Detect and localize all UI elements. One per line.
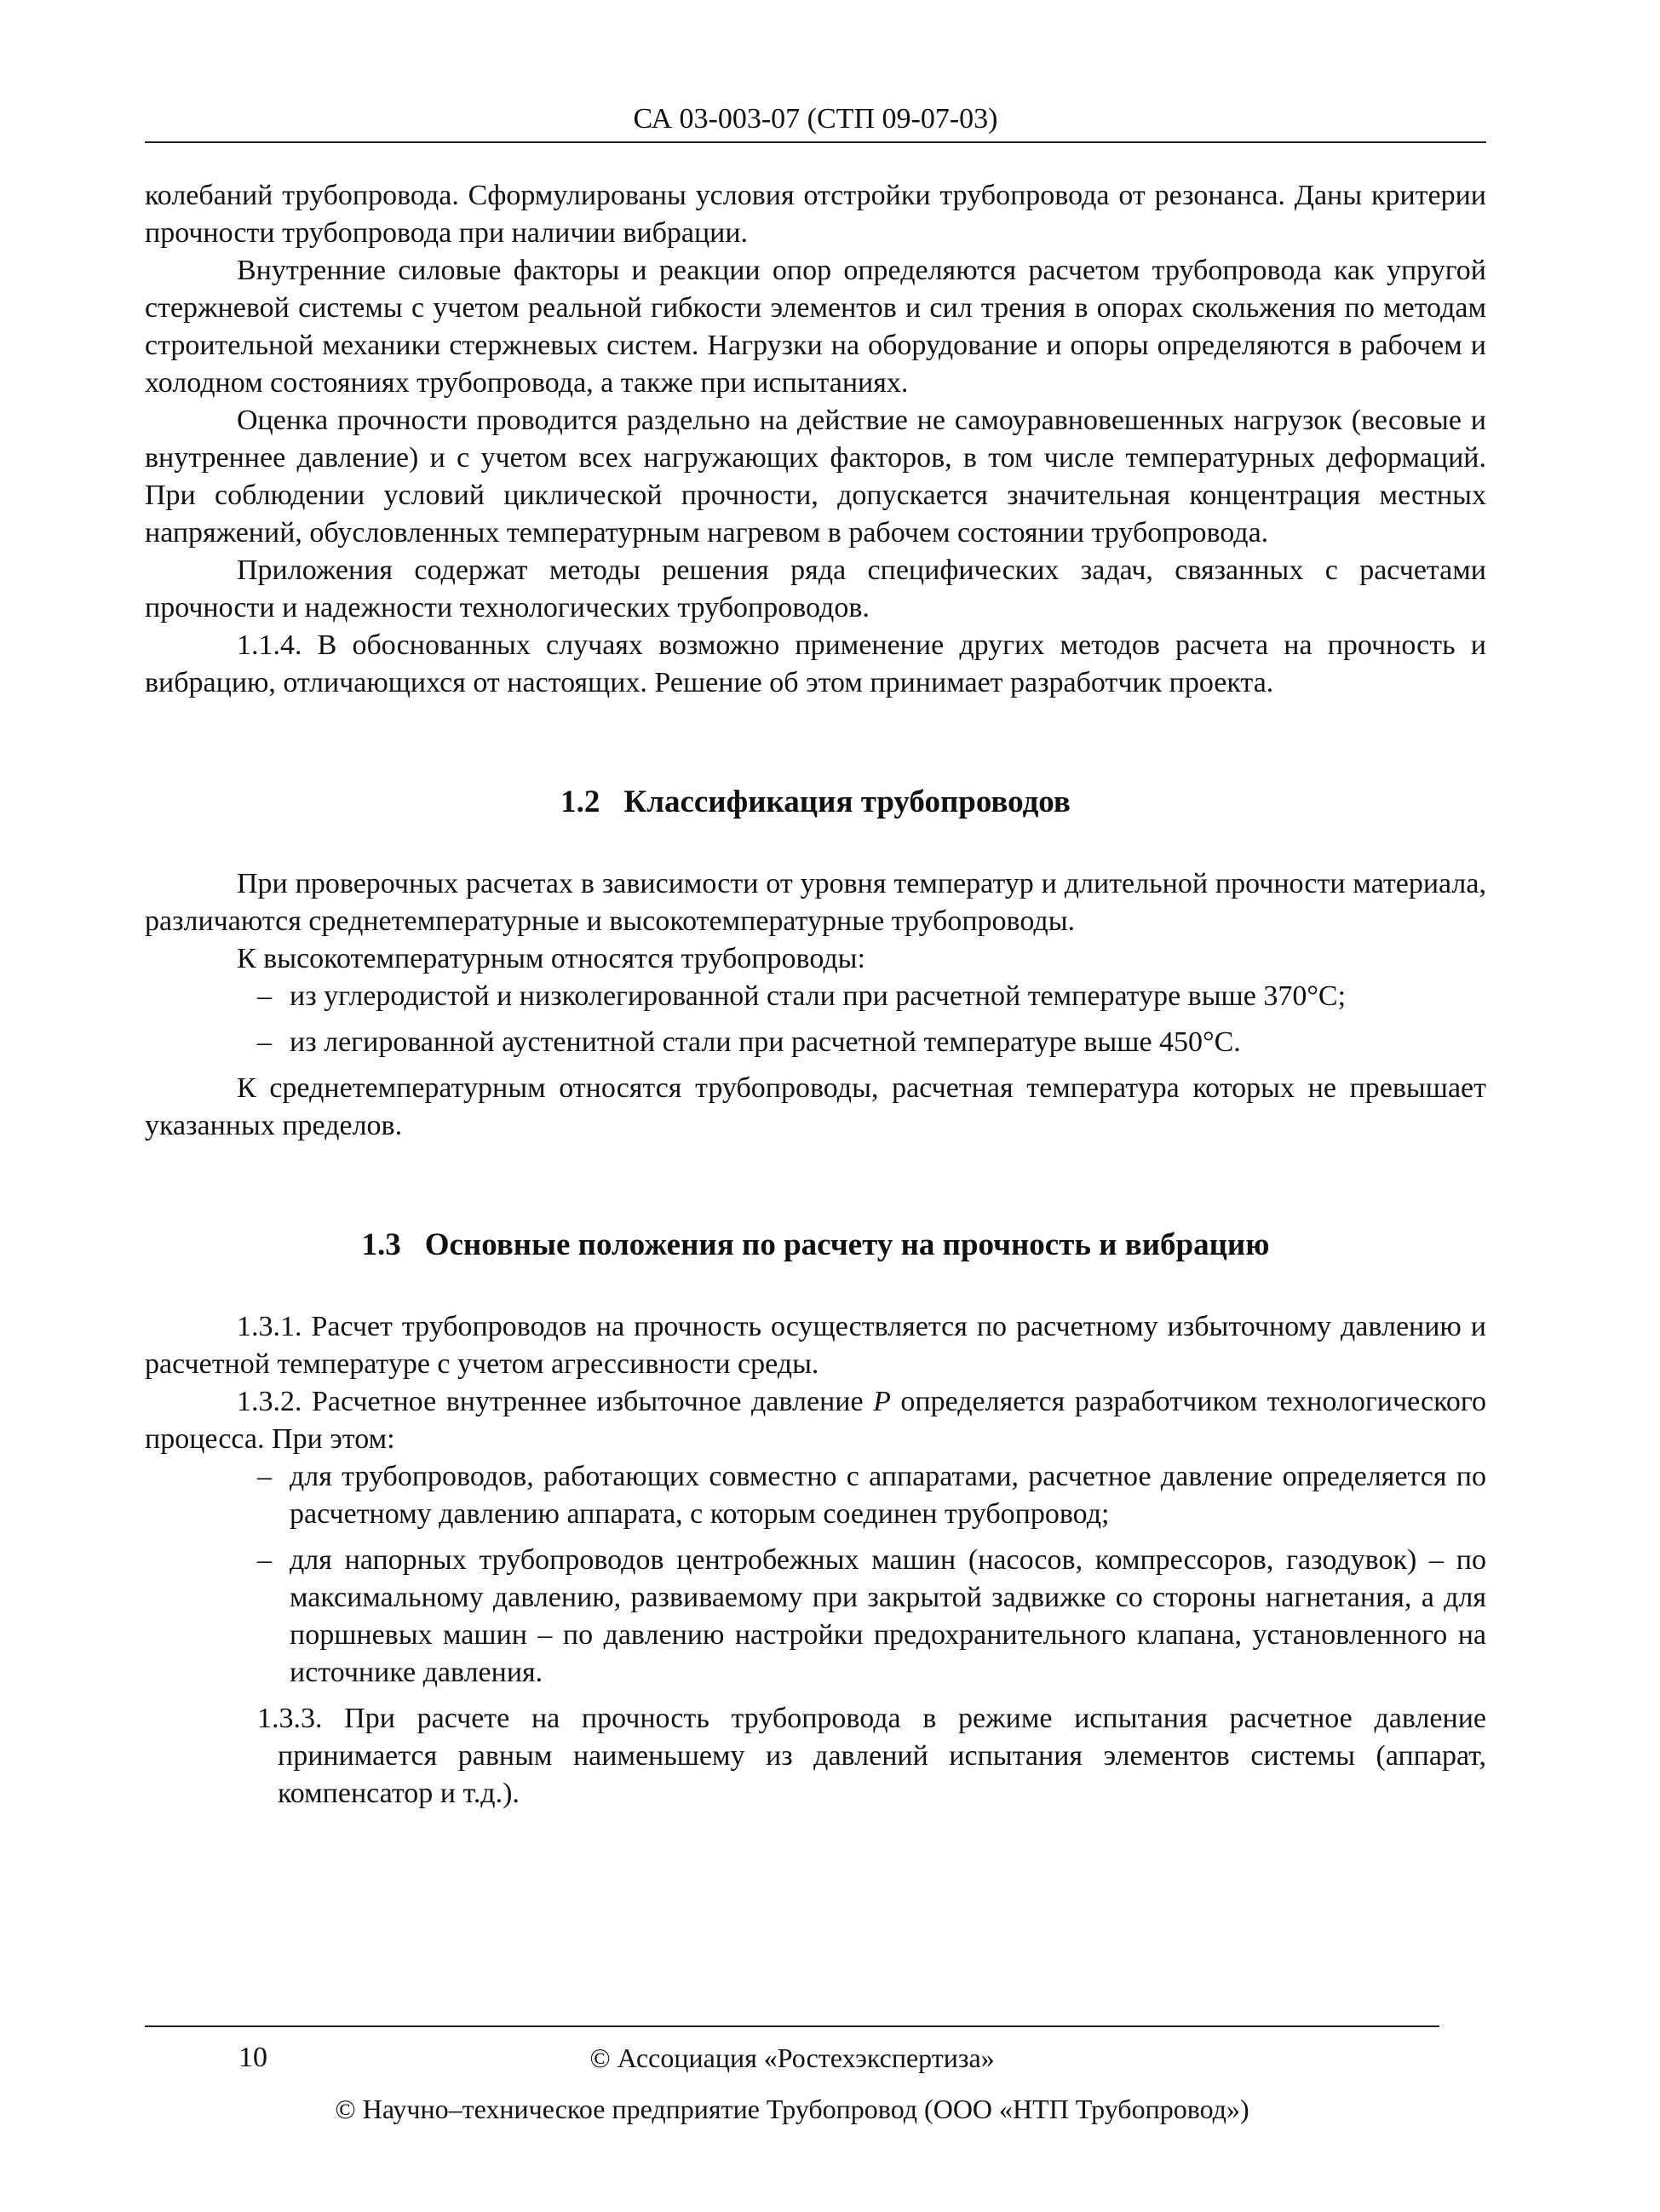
document-page <box>145 0 1486 2212</box>
list-item: – из углеродистой и низколегированной стали при расчетной температуре выше 370°C; <box>257 978 1486 1015</box>
section-heading-1-2 <box>145 784 1486 821</box>
list-item: – из легированной аустенитной стали при расчетной температуре выше 450°C. <box>257 1024 1486 1061</box>
list-dash: – <box>257 1461 272 1492</box>
paragraph-classification-intro: При проверочных расчетах в зависимости от уровня температур и длительной прочности материала, различаются среднетемпературные и высокотемпературные трубопроводы. <box>145 868 1486 937</box>
paragraph-high-temp-lead: К высокотемпературным относятся трубопроводы: <box>237 943 865 974</box>
page-number: 10 <box>238 2042 267 2073</box>
section-heading-1-3 <box>145 1227 1486 1264</box>
section-number: 1.3 <box>361 1227 401 1262</box>
paragraph-clause-1-3-3: 1.3.3. При расчете на прочность трубопровода в режиме испытания расчетное давление принимается равным наименьшему из давлений испытания элементов системы (аппарат, компенсатор и т.д.). <box>257 1703 1486 1809</box>
pressure-symbol: P <box>873 1386 891 1417</box>
section-title: Основные положения по расчету на прочность и вибрацию <box>424 1227 1270 1262</box>
paragraph-clause-1-1-4: 1.1.4. В обоснованных случаях возможно применение других методов расчета на прочность и вибрацию, отличающихся от настоящих. Решение об этом принимает разработчик проекта. <box>145 629 1486 698</box>
list-item: – для напорных трубопроводов центробежных машин (насосов, компрессоров, газодувок) – по максимальному давлению, развиваемому при закрытой задвижке со стороны нагнетания, а для поршневых машин – по давлению настройки предохранительного клапана, установленного на источнике давления. <box>257 1542 1486 1692</box>
high-temp-list <box>257 978 1486 1061</box>
paragraph-appendices: Приложения содержат методы решения ряда специфических задач, связанных с расчетами прочности и надежности технологических трубопроводов. <box>145 554 1486 623</box>
section-title: Классификация трубопроводов <box>623 784 1071 819</box>
list-dash: – <box>257 1026 272 1058</box>
section-number: 1.2 <box>560 784 600 819</box>
paragraph-clause-1-3-1: 1.3.1. Расчет трубопроводов на прочность осуществляется по расчетному избыточному давлению и расчетной температуре с учетом агрессивности среды. <box>145 1311 1486 1380</box>
page-body <box>145 177 1486 1813</box>
paragraph-clause-1-3-2: 1.3.2. Расчетное внутреннее избыточное давление P определяется разработчиком технологического процесса. При этом: <box>145 1386 1486 1455</box>
paragraph-strength-assessment: Оценка прочности проводится раздельно на действие не самоуравновешенных нагрузок (весовые и внутреннее давление) и с учетом всех нагружающих факторов, в том числе температурных деформаций. При соблюдении условий циклической прочности, допускается значительная концентрация местных напряжений, обусловленных температурным нагревом в рабочем состоянии трубопровода. <box>145 405 1486 549</box>
list-dash: – <box>257 980 272 1012</box>
footer-enterprise: © Научно–техническое предприятие Трубопровод (ООО «НТП Трубопровод») <box>335 2094 1249 2124</box>
footer-association: © Ассоциация «Ростехэкспертиза» <box>589 2043 995 2073</box>
pressure-list <box>257 1458 1486 1692</box>
paragraph-internal-forces: Внутренние силовые факторы и реакции опор определяются расчетом трубопровода как упругой стержневой системы с учетом реальной гибкости элементов и сил трения в опорах скольжения по методам строительной механики стержневых систем. Нагрузки на оборудование и опоры определяются в рабочем и холодном состояниях трубопровода, а также при испытаниях. <box>145 255 1486 399</box>
paragraph-continuation: колебаний трубопровода. Сформулированы условия отстройки трубопровода от резонанса. Даны критерии прочности трубопровода при наличии вибрации. <box>145 180 1486 249</box>
list-dash: – <box>257 1544 272 1576</box>
footer-rule <box>145 2025 1439 2027</box>
running-header: СА 03-003-07 (СТП 09-07-03) <box>633 103 998 135</box>
paragraph-mid-temp: К среднетемпературным относятся трубопроводы, расчетная температура которых не превышает указанных пределов. <box>145 1072 1486 1141</box>
header-rule <box>145 141 1486 143</box>
list-item: – для трубопроводов, работающих совместно с аппаратами, расчетное давление определяется по расчетному давлению аппарата, с которым соединен трубопровод; <box>257 1458 1486 1533</box>
